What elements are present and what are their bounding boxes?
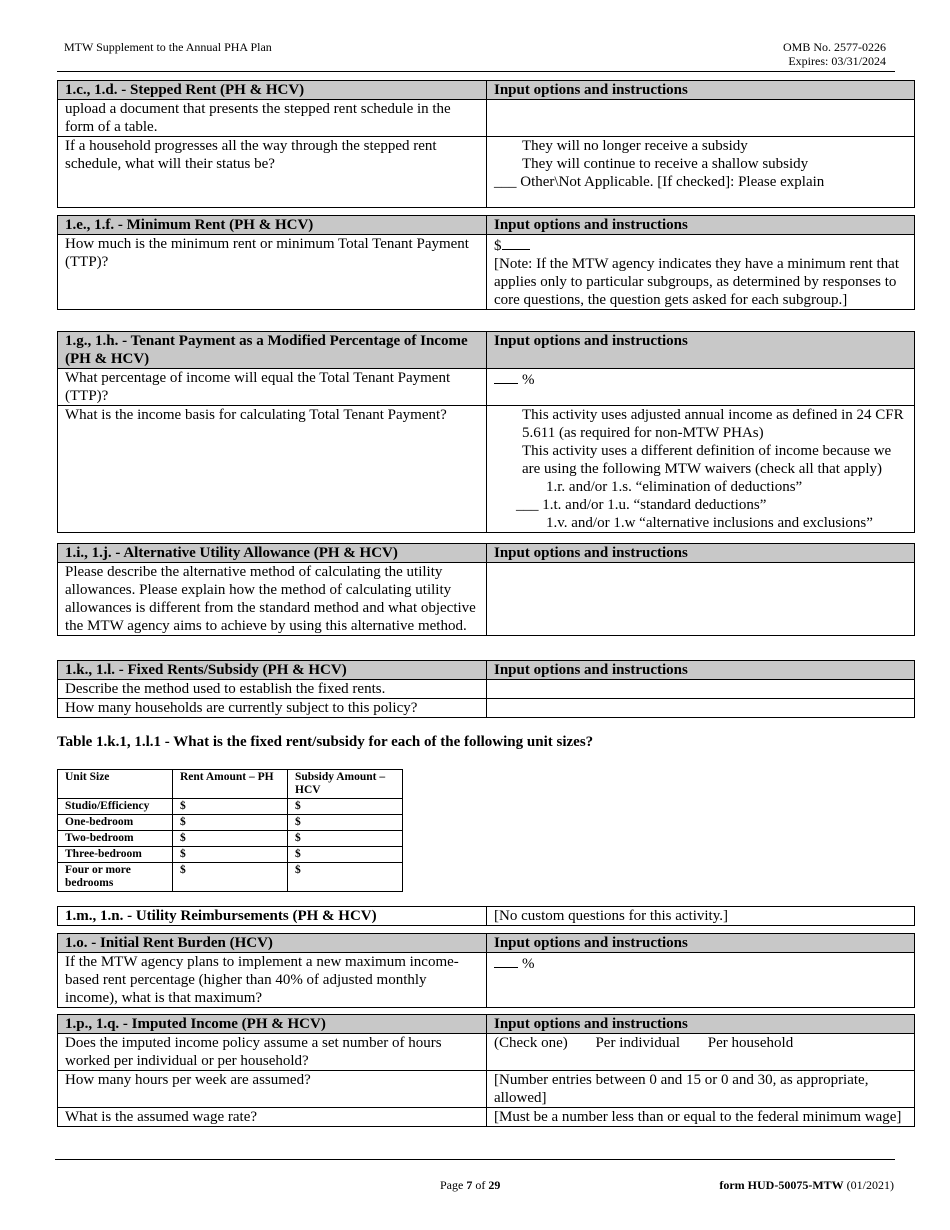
section-header	[58, 332, 915, 369]
footer-rule	[55, 1159, 895, 1160]
question: If a household progresses all the way through the stepped rent schedule, what will their status be?	[58, 137, 487, 208]
table-header-row	[58, 770, 403, 799]
input-header: Input options and instructions	[487, 332, 915, 369]
table-row	[58, 563, 915, 636]
option-adjusted-income[interactable]: This activity uses adjusted annual income as defined in 24 CFR 5.611 (as required for non-MTW PHAs)	[522, 407, 904, 441]
header-omb	[783, 40, 886, 68]
section-title: 1.c., 1.d. - Stepped Rent (PH & HCV)	[58, 81, 487, 100]
minimum-rent-table	[57, 215, 915, 310]
table-row	[58, 847, 403, 863]
option-per-individual[interactable]: Per individual	[595, 1035, 681, 1051]
subsidy-amount-input[interactable]: $	[288, 815, 403, 831]
question: Does the imputed income policy assume a set number of hours worked per individual or per household?	[58, 1034, 487, 1071]
percentage-input[interactable]	[487, 369, 915, 406]
unit-size: Four or more bedrooms	[58, 863, 173, 892]
question: How many households are currently subject to this policy?	[58, 699, 487, 718]
unit-size-table	[57, 769, 403, 892]
check-one-label: (Check one)	[494, 1035, 568, 1051]
header-rule	[57, 71, 895, 72]
subsidy-amount-input[interactable]: $	[288, 831, 403, 847]
blank-line: ___	[494, 174, 517, 190]
rent-amount-input[interactable]: $	[173, 847, 288, 863]
question: upload a document that presents the stepped rent schedule in the form of a table.	[58, 100, 487, 137]
section-header	[58, 81, 915, 100]
table-row	[58, 953, 915, 1008]
percent-sign: %	[522, 956, 535, 972]
input-header: Input options and instructions	[487, 544, 915, 563]
input-header: Input options and instructions	[487, 1015, 915, 1034]
table-row	[58, 680, 915, 699]
of-label: of	[475, 1178, 486, 1192]
col-header: Rent Amount – PH	[173, 770, 288, 799]
form-id	[719, 1178, 894, 1193]
option-different-income[interactable]: This activity uses a different definition of income because we are using the following MTW waivers (check all that apply)	[522, 443, 892, 477]
answer-options	[487, 406, 915, 533]
rent-amount-input[interactable]: $	[173, 815, 288, 831]
section-title: 1.o. - Initial Rent Burden (HCV)	[58, 934, 487, 953]
question: What is the assumed wage rate?	[58, 1108, 487, 1127]
table-caption: Table 1.k.1, 1.l.1 - What is the fixed rent/subsidy for each of the following unit sizes?	[57, 734, 594, 750]
section-title: 1.g., 1.h. - Tenant Payment as a Modified Percentage of Income (PH & HCV)	[58, 332, 487, 369]
waiver-standard-deductions[interactable]	[494, 496, 907, 514]
answer-options	[487, 137, 915, 208]
table-row	[58, 406, 915, 533]
subsidy-amount-input[interactable]: $	[288, 799, 403, 815]
table-row	[58, 831, 403, 847]
option-shallow-subsidy[interactable]: They will continue to receive a shallow subsidy	[522, 156, 809, 172]
rent-amount-input[interactable]: $	[173, 799, 288, 815]
section-title: 1.m., 1.n. - Utility Reimbursements (PH & HCV)	[58, 907, 487, 926]
section-header	[58, 216, 915, 235]
initial-rent-burden-table	[57, 933, 915, 1008]
option-other[interactable]	[494, 173, 907, 191]
omb-number: OMB No. 2577-0226	[782, 40, 886, 54]
question: Describe the method used to establish the fixed rents.	[58, 680, 487, 699]
utility-allowance-table	[57, 543, 915, 636]
modified-percentage-table	[57, 331, 915, 533]
section-title: 1.k., 1.l. - Fixed Rents/Subsidy (PH & HCV)	[58, 661, 487, 680]
input-header: Input options and instructions	[487, 661, 915, 680]
option-per-household[interactable]: Per household	[707, 1035, 794, 1051]
page-label: Page	[440, 1178, 464, 1192]
header-title: MTW Supplement to the Annual PHA Plan	[64, 40, 272, 54]
form-date: (01/2021)	[846, 1178, 894, 1192]
question: What is the income basis for calculating Total Tenant Payment?	[58, 406, 487, 533]
question: If the MTW agency plans to implement a new maximum income-based rent percentage (higher than 40% of adjusted monthly income), what is that maximum?	[58, 953, 487, 1008]
stepped-rent-table	[57, 80, 915, 208]
table-row	[58, 100, 915, 137]
table-row	[58, 815, 403, 831]
section-header	[58, 1015, 915, 1034]
section-header	[58, 934, 915, 953]
section-note: [No custom questions for this activity.]	[487, 907, 915, 926]
page-current: 7	[466, 1178, 473, 1192]
unit-size: Two-bedroom	[58, 831, 173, 847]
form-name: form HUD-50075-MTW	[719, 1178, 844, 1192]
table-row	[58, 699, 915, 718]
question: Please describe the alternative method of calculating the utility allowances. Please explain how the method of calculating utility allowances is different from the standard method and what objective the MTW agency aims to achieve by using this alternative method.	[58, 563, 487, 636]
table-row	[58, 1071, 915, 1108]
table-row	[58, 863, 403, 892]
option-no-subsidy[interactable]: They will no longer receive a subsidy	[522, 138, 748, 154]
answer-field[interactable]	[487, 680, 915, 699]
input-header: Input options and instructions	[487, 81, 915, 100]
dollar-sign: $	[494, 238, 502, 254]
unit-size: One-bedroom	[58, 815, 173, 831]
table-row	[58, 1034, 915, 1071]
subsidy-amount-input[interactable]: $	[288, 863, 403, 892]
question: How much is the minimum rent or minimum Total Tenant Payment (TTP)?	[58, 235, 487, 310]
col-header: Unit Size	[58, 770, 173, 799]
answer-field[interactable]	[487, 563, 915, 636]
section-header	[58, 661, 915, 680]
waiver-label: 1.t. and/or 1.u. “standard deductions”	[542, 497, 767, 513]
imputed-income-table	[57, 1014, 915, 1127]
table-row	[58, 369, 915, 406]
blank-line	[494, 953, 518, 968]
percent-sign: %	[522, 372, 535, 388]
min-rent-input[interactable]	[494, 235, 907, 255]
section-title: 1.i., 1.j. - Alternative Utility Allowance (PH & HCV)	[58, 544, 487, 563]
rent-amount-input[interactable]: $	[173, 831, 288, 847]
section-title: 1.e., 1.f. - Minimum Rent (PH & HCV)	[58, 216, 487, 235]
page-total: 29	[488, 1178, 501, 1192]
section-title: 1.p., 1.q. - Imputed Income (PH & HCV)	[58, 1015, 487, 1034]
percentage-input[interactable]	[487, 953, 915, 1008]
input-header: Input options and instructions	[487, 216, 915, 235]
page-number	[440, 1178, 500, 1193]
table-row	[58, 1108, 915, 1127]
answer-field[interactable]	[487, 699, 915, 718]
utility-reimbursements-table	[57, 906, 915, 926]
table-row	[58, 235, 915, 310]
subsidy-amount-input[interactable]: $	[288, 847, 403, 863]
question: How many hours per week are assumed?	[58, 1071, 487, 1108]
question: What percentage of income will equal the Total Tenant Payment (TTP)?	[58, 369, 487, 406]
hours-instruction[interactable]: [Number entries between 0 and 15 or 0 and 30, as appropriate, allowed]	[487, 1071, 915, 1108]
col-header: Subsidy Amount – HCV	[288, 770, 403, 799]
unit-size: Three-bedroom	[58, 847, 173, 863]
unit-size: Studio/Efficiency	[58, 799, 173, 815]
wage-instruction[interactable]: [Must be a number less than or equal to the federal minimum wage]	[487, 1108, 915, 1127]
answer-options	[487, 235, 915, 310]
rent-amount-input[interactable]: $	[173, 863, 288, 892]
input-header: Input options and instructions	[487, 934, 915, 953]
table-row	[58, 137, 915, 208]
answer-options	[487, 1034, 915, 1071]
blank-line: ___	[516, 497, 539, 513]
fixed-rents-table	[57, 660, 915, 718]
answer-field[interactable]	[487, 100, 915, 137]
section-header	[58, 544, 915, 563]
expiration-date: Expires: 03/31/2024	[788, 54, 886, 68]
option-other-label: Other\Not Applicable. [If checked]: Please explain	[520, 174, 825, 190]
blank-line	[502, 235, 530, 250]
section-header	[58, 907, 915, 926]
instruction-note: [Note: If the MTW agency indicates they have a minimum rent that applies only to particular subgroups, as determined by responses to core questions, the question gets asked for each subgroup.]	[494, 256, 900, 308]
waiver-elimination-deductions[interactable]: 1.r. and/or 1.s. “elimination of deductions”	[546, 479, 803, 495]
table-row	[58, 799, 403, 815]
waiver-alternative-inclusions[interactable]: 1.v. and/or 1.w “alternative inclusions and exclusions”	[546, 515, 873, 531]
blank-line	[494, 369, 518, 384]
